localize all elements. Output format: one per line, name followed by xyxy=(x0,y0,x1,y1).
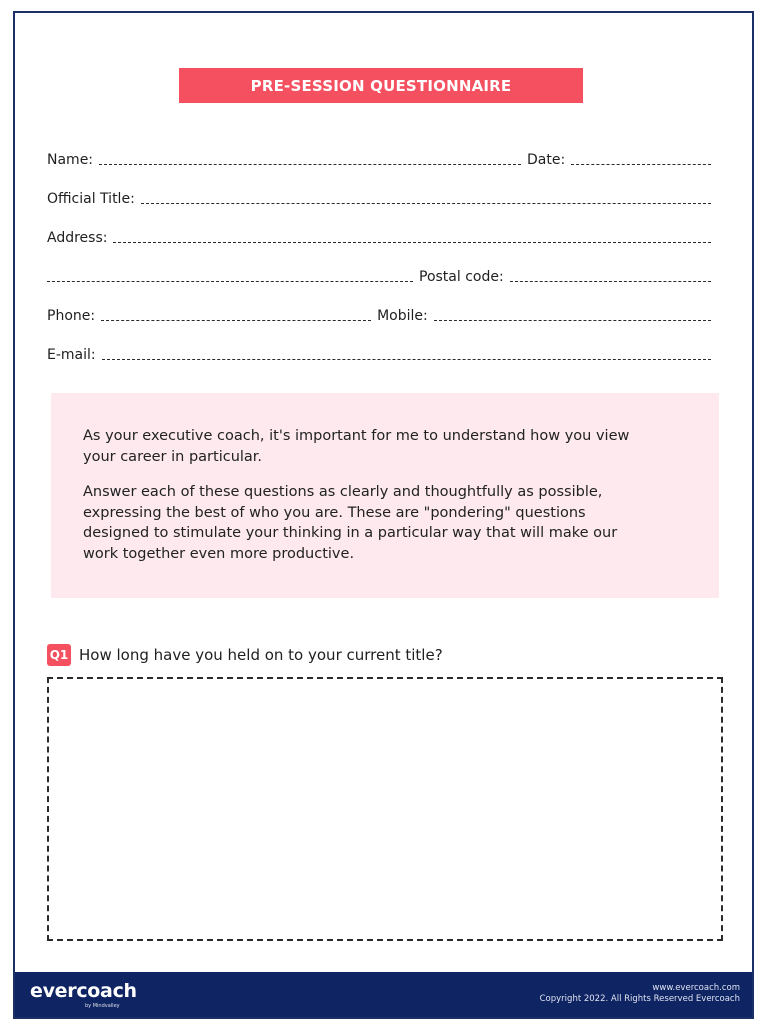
official-title-row xyxy=(47,185,717,207)
footer-info xyxy=(540,983,740,1005)
email-field[interactable] xyxy=(102,345,711,360)
phone-mobile-row xyxy=(47,302,717,324)
official-title-field[interactable] xyxy=(141,189,711,204)
name-field[interactable] xyxy=(99,150,521,165)
intro-paragraph-1: As your executive coach, it's important for me to understand how you view your career in particular. xyxy=(83,428,630,465)
postal-code-field[interactable] xyxy=(510,267,711,282)
footer-website[interactable]: www.evercoach.com xyxy=(652,983,740,993)
name-label: Name: xyxy=(47,152,94,168)
mobile-field[interactable] xyxy=(434,306,711,321)
question-badge: Q1 xyxy=(47,644,71,666)
evercoach-logo: evercoach xyxy=(30,980,137,1002)
address-row xyxy=(47,224,717,246)
address-postal-row xyxy=(47,263,717,285)
official-title-label: Official Title: xyxy=(47,191,135,207)
address-label: Address: xyxy=(47,230,108,246)
phone-label: Phone: xyxy=(47,308,96,324)
question-text: How long have you held on to your current title? xyxy=(79,646,443,664)
postal-code-label: Postal code: xyxy=(419,269,504,285)
mobile-label: Mobile: xyxy=(377,308,428,324)
address-field[interactable] xyxy=(113,228,711,243)
date-label: Date: xyxy=(527,152,566,168)
question-1 xyxy=(47,643,443,667)
intro-box xyxy=(51,393,719,598)
logo-subtitle: by Mindvalley xyxy=(85,1003,120,1009)
footer xyxy=(15,972,752,1017)
footer-copyright: Copyright 2022. All Rights Reserved Evercoach xyxy=(539,994,740,1004)
date-field[interactable] xyxy=(571,150,711,165)
page-title: PRE-SESSION QUESTIONNAIRE xyxy=(179,68,583,103)
phone-field[interactable] xyxy=(101,306,371,321)
answer-box[interactable] xyxy=(47,677,723,941)
intro-paragraph-2: Answer each of these questions as clearly and thoughtfully as possible, expressing the best of who you are. These are "pondering" questions designed to stimulate your thinking in a particular way that will make our work together even more productive. xyxy=(83,484,618,562)
name-date-row xyxy=(47,146,717,168)
address-line-2-field[interactable] xyxy=(47,267,413,282)
email-row xyxy=(47,341,717,363)
email-label: E-mail: xyxy=(47,347,96,363)
